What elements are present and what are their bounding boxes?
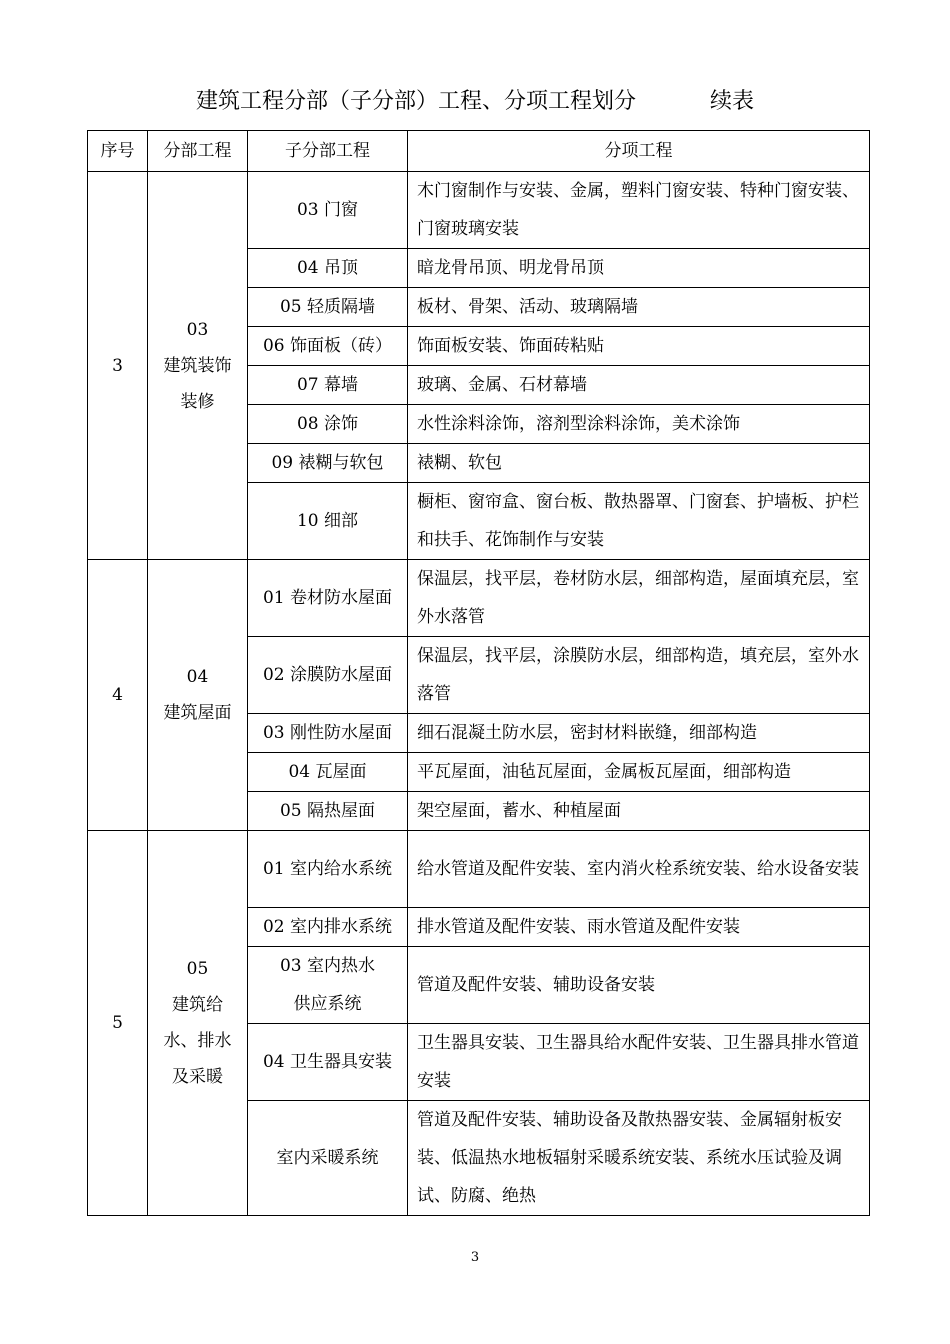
group-no: 3 [88,172,148,560]
title-text: 建筑工程分部（子分部）工程、分项工程划分 [195,89,636,114]
items-cell: 木门窗制作与安装、金属，塑料门窗安装、特种门窗安装、门窗玻璃安装 [408,172,870,249]
header-sub: 子分部工程 [248,131,408,172]
header-row [88,131,870,172]
sub-cell: 03 刚性防水屋面 [248,714,408,753]
sub-cell: 01 卷材防水屋面 [248,560,408,637]
items-cell: 水性涂料涂饰，溶剂型涂料涂饰，美术涂饰 [408,405,870,444]
header-items: 分项工程 [408,131,870,172]
dept-line: 及采暖 [172,1067,223,1087]
sub-cell: 04 卫生器具安装 [248,1024,408,1101]
items-cell: 细石混凝土防水层，密封材料嵌缝，细部构造 [408,714,870,753]
dept-code: 05 [186,959,209,979]
header-dept: 分部工程 [148,131,248,172]
table-row [88,831,870,908]
sub-cell: 07 幕墙 [248,366,408,405]
items-cell: 排水管道及配件安装、雨水管道及配件安装 [408,908,870,947]
items-cell: 卫生器具安装、卫生器具给水配件安装、卫生器具排水管道安装 [408,1024,870,1101]
group-dept [148,172,248,560]
items-cell: 管道及配件安装、辅助设备及散热器安装、金属辐射板安装、低温热水地板辐射采暖系统安装、系统水压试验及调试、防腐、绝热 [408,1101,870,1216]
sub-cell: 06 饰面板（砖） [248,327,408,366]
sub-cell: 08 涂饰 [248,405,408,444]
group-no: 5 [88,831,148,1216]
dept-line: 水、排水 [163,1031,232,1051]
items-cell: 管道及配件安装、辅助设备安装 [408,947,870,1024]
dept-code: 03 [186,319,209,340]
items-cell: 暗龙骨吊顶、明龙骨吊顶 [408,249,870,288]
sub-cell: 09 裱糊与软包 [248,444,408,483]
dept-line: 建筑装饰 [163,355,232,376]
sub-cell: 02 涂膜防水屋面 [248,637,408,714]
sub-cell: 10 细部 [248,483,408,560]
division-table [87,130,870,1216]
items-cell: 保温层，找平层，卷材防水层，细部构造，屋面填充层，室外水落管 [408,560,870,637]
page-number: 3 [470,1250,480,1265]
sub-cell: 03 门窗 [248,172,408,249]
items-cell: 玻璃、金属、石材幕墙 [408,366,870,405]
sub-line: 03 室内热水 [279,956,376,976]
group-no: 4 [88,560,148,831]
page-title [0,84,950,120]
sub-cell: 05 轻质隔墙 [248,288,408,327]
table-row [88,560,870,637]
items-cell: 板材、骨架、活动、玻璃隔墙 [408,288,870,327]
items-cell: 架空屋面，蓄水、种植屋面 [408,792,870,831]
dept-code: 04 [186,667,209,687]
header-no: 序号 [88,131,148,172]
sub-cell: 04 瓦屋面 [248,753,408,792]
group-dept [148,831,248,1216]
group-dept [148,560,248,831]
sub-cell [248,947,408,1024]
sub-cell: 室内采暖系统 [248,1101,408,1216]
sub-line: 供应系统 [293,994,362,1014]
items-cell: 饰面板安装、饰面砖粘贴 [408,327,870,366]
table-row [88,172,870,249]
items-cell: 橱柜、窗帘盒、窗台板、散热器罩、门窗套、护墙板、护栏和扶手、花饰制作与安装 [408,483,870,560]
dept-line: 建筑给 [172,995,223,1015]
sub-cell: 05 隔热屋面 [248,792,408,831]
dept-line: 装修 [180,391,215,412]
sub-cell: 02 室内排水系统 [248,908,408,947]
items-cell: 保温层，找平层，涂膜防水层，细部构造，填充层，室外水落管 [408,637,870,714]
items-cell: 平瓦屋面，油毡瓦屋面，金属板瓦屋面，细部构造 [408,753,870,792]
items-cell: 裱糊、软包 [408,444,870,483]
continued-label: 续表 [710,89,755,114]
sub-cell: 01 室内给水系统 [248,831,408,908]
dept-line: 建筑屋面 [163,703,232,723]
items-cell: 给水管道及配件安装、室内消火栓系统安装、给水设备安装 [408,831,870,908]
sub-cell: 04 吊顶 [248,249,408,288]
